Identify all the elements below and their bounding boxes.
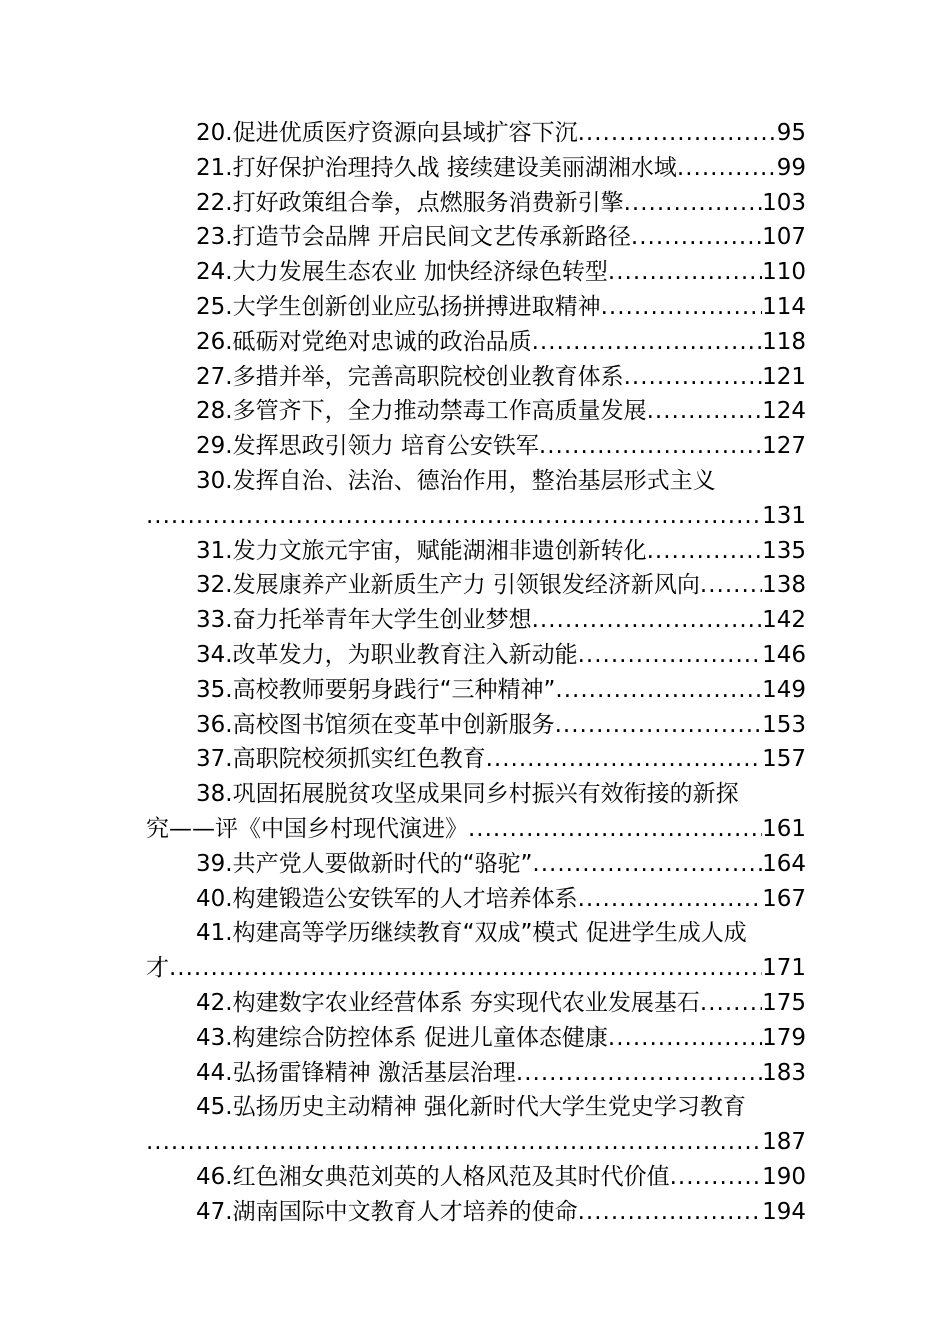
toc-dot-leader <box>146 1125 762 1160</box>
toc-dot-leader <box>670 1160 763 1195</box>
toc-entry <box>146 847 806 882</box>
toc-page-number: 167 <box>762 885 806 912</box>
toc-entry-title: 44.弘扬雷锋精神 激活基层治理 <box>196 1059 516 1086</box>
toc-dot-leader <box>578 1195 763 1230</box>
toc-dot-leader <box>532 603 763 638</box>
toc-dot-leader <box>516 1056 762 1091</box>
toc-entry-title: 45.弘扬历史主动精神 强化新时代大学生党史学习教育 <box>196 1094 746 1121</box>
toc-dot-leader <box>578 882 763 917</box>
toc-entry <box>146 360 806 395</box>
toc-dot-leader <box>608 255 762 290</box>
toc-dot-leader <box>539 429 762 464</box>
toc-entry-line <box>146 1056 806 1091</box>
toc-entry-line <box>146 742 806 777</box>
toc-dot-leader <box>468 812 762 847</box>
toc-page-number: 175 <box>762 989 806 1016</box>
toc-entry-line <box>146 464 806 499</box>
toc-entry <box>146 1195 806 1230</box>
toc-dot-leader <box>624 186 763 221</box>
toc-entry-line <box>146 220 806 255</box>
toc-entry <box>146 429 806 464</box>
toc-dot-leader <box>608 1021 762 1056</box>
toc-entry <box>146 116 806 151</box>
toc-page-number: 135 <box>762 537 806 564</box>
toc-dot-leader <box>578 116 777 151</box>
toc-entry-line <box>146 882 806 917</box>
toc-entry <box>146 986 806 1021</box>
toc-entry <box>146 916 806 986</box>
toc-page-number: 95 <box>776 120 806 146</box>
toc-entry-line <box>146 534 806 569</box>
toc-entry-title: 34.改革发力，为职业教育注入新动能 <box>196 641 578 668</box>
toc-entry <box>146 638 806 673</box>
toc-dot-leader <box>169 951 762 986</box>
toc-entry-title-continued: 究——评《中国乡村现代演进》 <box>146 815 468 842</box>
toc-entry-title: 33.奋力托举青年大学生创业梦想 <box>196 607 532 634</box>
toc-dot-leader <box>555 673 762 708</box>
toc-entry-title: 37.高职院校须抓实红色教育 <box>196 746 486 773</box>
toc-dot-leader <box>532 847 762 882</box>
toc-entry-line <box>146 638 806 673</box>
toc-entry-title: 30.发挥自治、法治、德治作用，整治基层形式主义 <box>196 467 716 494</box>
toc-dot-leader <box>555 708 763 743</box>
toc-entry <box>146 1090 806 1160</box>
toc-entry-line <box>146 847 806 882</box>
toc-entry <box>146 220 806 255</box>
toc-entry <box>146 742 806 777</box>
toc-entry-title: 25.大学生创新创业应弘扬拼搏进取精神 <box>196 293 601 320</box>
toc-dot-leader <box>647 394 763 429</box>
toc-entry <box>146 568 806 603</box>
toc-entry <box>146 255 806 290</box>
toc-entry-line <box>146 812 806 847</box>
toc-entry-line <box>146 1195 806 1230</box>
toc-entry <box>146 673 806 708</box>
toc-page-number: 114 <box>762 293 806 320</box>
toc-entry-line <box>146 325 806 360</box>
toc-entry <box>146 603 806 638</box>
toc-entry-line <box>146 951 806 986</box>
toc-page-number: 127 <box>762 433 806 460</box>
toc-entry-line <box>146 186 806 221</box>
toc-entry-title: 36.高校图书馆须在变革中创新服务 <box>196 711 555 738</box>
toc-entry <box>146 534 806 569</box>
toc-page-number: 99 <box>776 154 806 181</box>
toc-entry-title: 24.大力发展生态农业 加快经济绿色转型 <box>196 259 608 286</box>
toc-entry-line <box>146 777 806 812</box>
toc-entry-title: 43.构建综合防控体系 促进儿童体态健康 <box>196 1024 608 1051</box>
toc-entry-title: 29.发挥思政引领力 培育公安铁军 <box>196 433 539 460</box>
toc-entry-line <box>146 986 806 1021</box>
toc-entry-line <box>146 1090 806 1125</box>
toc-entry <box>146 1160 806 1195</box>
toc-dot-leader <box>146 499 762 534</box>
toc-entry-line <box>146 568 806 603</box>
toc-page-number: 146 <box>762 641 806 668</box>
toc-page-number: 131 <box>762 502 806 529</box>
toc-entry-line <box>146 151 806 186</box>
toc-entry <box>146 1056 806 1091</box>
toc-entry <box>146 464 806 534</box>
toc-entry <box>146 151 806 186</box>
toc-page-number: 107 <box>762 224 806 251</box>
toc-entry-line <box>146 116 806 151</box>
toc-dot-leader <box>532 325 763 360</box>
toc-page-number: 103 <box>762 189 806 216</box>
toc-entry-line <box>146 708 806 743</box>
toc-page-number: 138 <box>762 572 806 599</box>
toc-entry <box>146 394 806 429</box>
toc-entry-title: 22.打好政策组合拳，点燃服务消费新引擎 <box>196 189 624 216</box>
toc-dot-leader <box>624 360 763 395</box>
toc-entry-line <box>146 673 806 708</box>
toc-entry-title: 26.砥砺对党绝对忠诚的政治品质 <box>196 328 532 355</box>
toc-entry-line <box>146 429 806 464</box>
toc-entry-title: 21.打好保护治理持久战 接续建设美丽湖湘水域 <box>196 154 677 181</box>
toc-entry-title: 20.促进优质医疗资源向县域扩容下沉 <box>196 120 578 146</box>
toc-entry-line <box>146 916 806 951</box>
toc-dot-leader <box>700 568 762 603</box>
toc-page-number: 171 <box>762 955 806 982</box>
toc-page-number: 161 <box>762 815 806 842</box>
toc-dot-leader <box>631 220 762 255</box>
toc-page-number: 157 <box>762 746 806 773</box>
toc-entry-title: 47.湖南国际中文教育人才培养的使命 <box>196 1198 578 1225</box>
toc-entry-title: 35.高校教师要躬身践行“三种精神” <box>196 676 556 703</box>
toc-page-number: 110 <box>762 259 806 286</box>
toc-page-number: 164 <box>762 850 806 877</box>
toc-entry-title: 40.构建锻造公安铁军的人才培养体系 <box>196 885 578 912</box>
toc-entry-line <box>146 394 806 429</box>
toc-entry-title: 38.巩固拓展脱贫攻坚成果同乡村振兴有效衔接的新探 <box>196 781 739 808</box>
toc-page-number: 121 <box>762 363 806 390</box>
toc-dot-leader <box>677 151 777 186</box>
toc-entry-title: 31.发力文旅元宇宙，赋能湖湘非遗创新转化 <box>196 537 647 564</box>
toc-entry-line <box>146 290 806 325</box>
toc-page-number: 149 <box>762 676 806 703</box>
toc-entry <box>146 882 806 917</box>
toc-entry-line <box>146 255 806 290</box>
toc-entry-title: 46.红色湘女典范刘英的人格风范及其时代价值 <box>196 1163 670 1190</box>
toc-page-number: 190 <box>762 1163 806 1190</box>
toc-entry <box>146 1021 806 1056</box>
toc-page-number: 179 <box>762 1024 806 1051</box>
toc-dot-leader <box>700 986 762 1021</box>
toc-entry-title: 28.多管齐下，全力推动禁毒工作高质量发展 <box>196 398 647 425</box>
toc-entry-line <box>146 1125 806 1160</box>
toc-entry <box>146 708 806 743</box>
toc-entry-line <box>146 360 806 395</box>
toc-page-number: 153 <box>762 711 806 738</box>
toc-entry-title: 42.构建数字农业经营体系 夯实现代农业发展基石 <box>196 989 700 1016</box>
toc-entry-title: 27.多措并举，完善高职院校创业教育体系 <box>196 363 624 390</box>
toc-dot-leader <box>647 534 763 569</box>
toc-entry-title-continued: 才 <box>146 955 169 982</box>
toc-entry-line <box>146 1021 806 1056</box>
toc-entry-line <box>146 603 806 638</box>
table-of-contents <box>146 116 806 1230</box>
toc-page-number: 183 <box>762 1059 806 1086</box>
toc-entry-line <box>146 1160 806 1195</box>
toc-dot-leader <box>486 742 763 777</box>
toc-entry <box>146 325 806 360</box>
toc-page-number: 118 <box>762 328 806 355</box>
toc-entry-title: 39.共产党人要做新时代的“骆驼” <box>196 850 533 877</box>
toc-dot-leader <box>601 290 763 325</box>
toc-page-number: 142 <box>762 607 806 634</box>
toc-page-number: 187 <box>762 1129 806 1156</box>
toc-page-number: 124 <box>762 398 806 425</box>
toc-entry <box>146 290 806 325</box>
toc-entry-line <box>146 499 806 534</box>
toc-entry <box>146 186 806 221</box>
toc-dot-leader <box>578 638 763 673</box>
toc-page-number: 194 <box>762 1198 806 1225</box>
toc-entry-title: 23.打造节会品牌 开启民间文艺传承新路径 <box>196 224 631 251</box>
toc-entry <box>146 777 806 847</box>
toc-entry-title: 41.构建高等学历继续教育“双成”模式 促进学生成人成 <box>196 920 747 947</box>
toc-entry-title: 32.发展康养产业新质生产力 引领银发经济新风向 <box>196 572 700 599</box>
